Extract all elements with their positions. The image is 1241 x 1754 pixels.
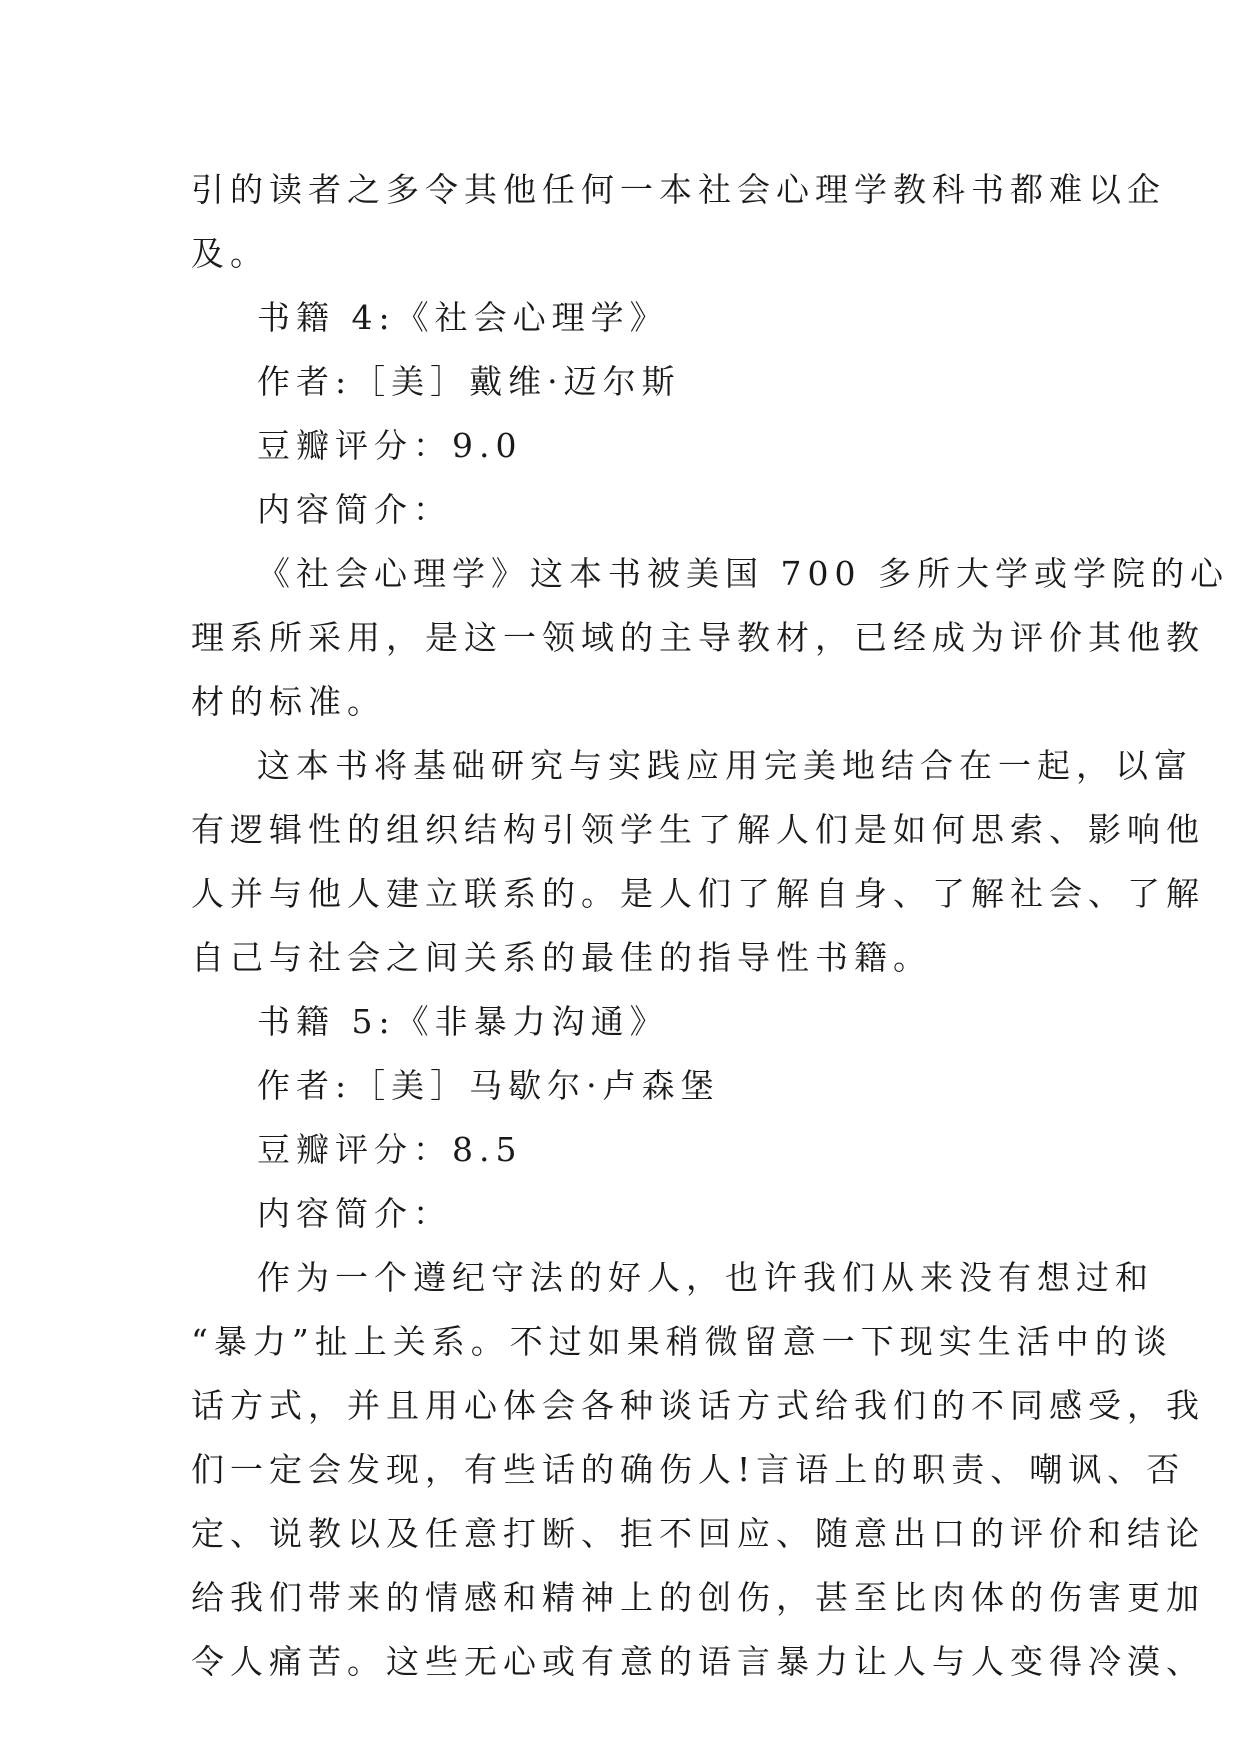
paragraph-line: 有逻辑性的组织结构引领学生了解人们是如何思索、影响他 (191, 810, 1205, 849)
book-4-summary-heading: 内容简介： (257, 490, 452, 529)
book-5-title: 书籍 5:《非暴力沟通》 (257, 1002, 669, 1041)
paragraph-line: 自己与社会之间关系的最佳的指导性书籍。 (191, 938, 932, 977)
book-5-summary-heading: 内容简介： (257, 1194, 452, 1233)
paragraph-line: 作为一个遵纪守法的好人，也许我们从来没有想过和 (257, 1258, 1154, 1297)
paragraph-line: 引的读者之多令其他任何一本社会心理学教科书都难以企 (191, 170, 1166, 209)
paragraph-line: 人并与他人建立联系的。是人们了解自身、了解社会、了解 (191, 874, 1205, 913)
paragraph-line: 及。 (191, 234, 269, 273)
paragraph-line: 理系所采用，是这一领域的主导教材，已经成为评价其他教 (191, 618, 1205, 657)
paragraph-line: 令人痛苦。这些无心或有意的语言暴力让人与人变得冷漠、 (191, 1642, 1205, 1681)
book-5-rating: 豆瓣评分：8.5 (257, 1130, 523, 1169)
paragraph-line: 给我们带来的情感和精神上的创伤，甚至比肉体的伤害更加 (191, 1578, 1205, 1617)
paragraph-line: 《社会心理学》这本书被美国 700 多所大学或学院的心 (257, 554, 1229, 593)
book-4-author: 作者:［美］戴维·迈尔斯 (257, 362, 681, 401)
paragraph-line: 这本书将基础研究与实践应用完美地结合在一起，以富 (257, 746, 1193, 785)
paragraph-line: 话方式，并且用心体会各种谈话方式给我们的不同感受，我 (191, 1386, 1205, 1425)
document-body (191, 158, 1229, 1694)
book-4-rating: 豆瓣评分：9.0 (257, 426, 523, 465)
paragraph-line: 们一定会发现，有些话的确伤人!言语上的职责、嘲讽、否 (191, 1450, 1186, 1489)
book-4-title: 书籍 4:《社会心理学》 (257, 298, 669, 337)
paragraph-line: 材的标准。 (191, 682, 386, 721)
paragraph-line: “暴力”扯上关系。不过如果稍微留意一下现实生活中的谈 (191, 1322, 1173, 1361)
paragraph-line: 定、说教以及任意打断、拒不回应、随意出口的评价和结论 (191, 1514, 1205, 1553)
book-5-author: 作者:［美］马歇尔·卢森堡 (257, 1066, 720, 1105)
